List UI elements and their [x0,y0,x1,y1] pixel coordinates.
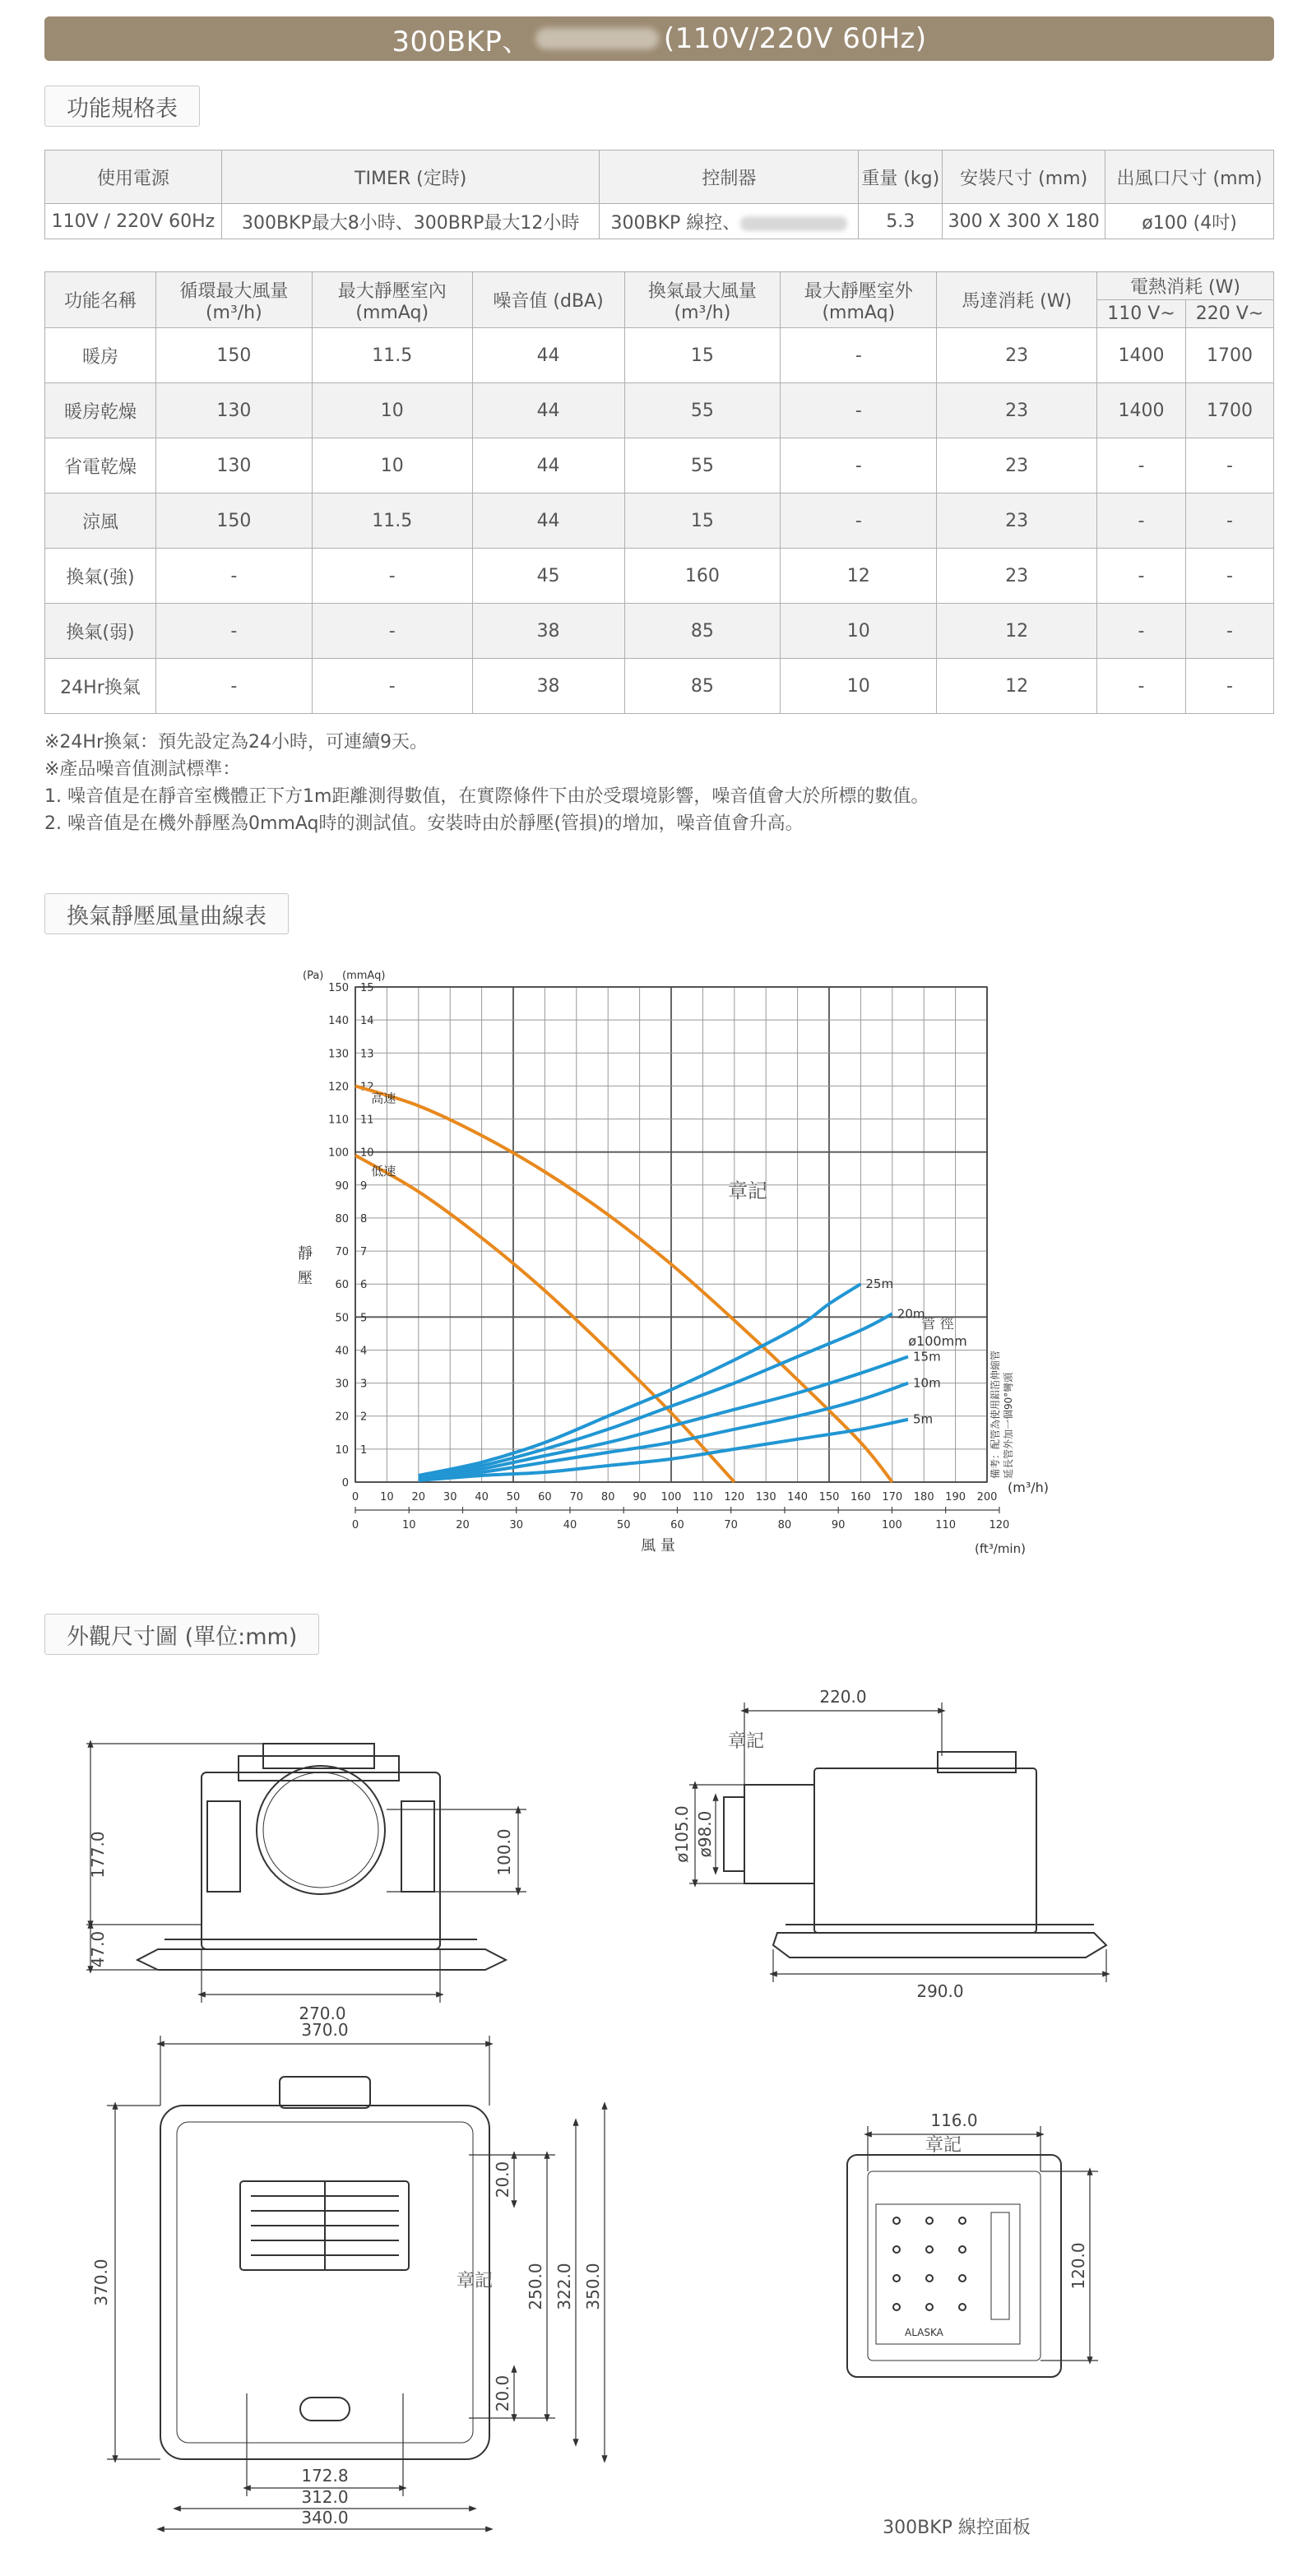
chart-side-note-1: 備考：配管為使用鋁箔伸縮管 [990,1350,1001,1479]
perf-header-circ-press: 最大靜壓室內 (mmAq) [312,272,472,328]
chart-x2-tick: 70 [724,1519,738,1531]
bottom-view-drawing [160,2077,489,2459]
bottom-dim-340: 340.0 [301,2508,349,2527]
table-cell: 85 [624,604,781,659]
table-cell: 暖房 [45,328,156,383]
chart-x-tick: 70 [569,1491,584,1503]
spec-cell-power: 110V / 220V 60Hz [45,204,222,239]
chart-x-tick: 90 [633,1491,647,1503]
control-panel-dims [868,2126,1098,2361]
table-cell: 44 [472,383,624,438]
side-dim-105: ø105.0 [672,1805,692,1863]
spec-cell-outlet-size: ø100 (4吋) [1105,204,1274,239]
chart-pipe-size: ø100mm [908,1333,967,1349]
spec-table [44,150,1274,239]
chart-mmaq-tick: 10 [360,1147,374,1160]
table-cell: - [781,438,937,493]
table-cell: 換氣(強) [45,549,156,604]
chart-x-unit: (m³/h) [1008,1480,1050,1495]
chart-series-label: 15m [913,1349,941,1364]
chart-x-tick: 200 [976,1491,998,1503]
perf-header-110v: 110 V~ [1097,300,1186,328]
product-title-banner [44,16,1274,61]
spec-controller-text: 300BKP 線控、 [610,212,741,234]
table-cell: 160 [624,549,781,604]
table-cell: 1700 [1186,328,1274,383]
chart-y-label-1: 靜 [298,1245,313,1263]
panel-brand: ALASKA [905,2327,943,2338]
chart-pa-tick: 10 [335,1443,349,1457]
chart-x2-tick: 0 [351,1519,359,1531]
chart-x-tick: 150 [818,1491,840,1503]
section-spec-table: 功能規格表 [44,86,200,127]
table-cell: - [1097,549,1186,604]
table-cell: 11.5 [312,328,472,383]
table-row [45,604,1274,659]
chart-pa-tick: 30 [335,1378,349,1391]
table-row [45,659,1274,714]
table-cell: - [781,383,937,438]
side-dim-top: 220.0 [819,1687,867,1707]
table-cell: 15 [624,493,781,549]
chart-x-tick: 50 [506,1491,521,1503]
chart-side-note-2: 延長管外加一個90°彎頭 [1003,1372,1014,1479]
spec-header-install-size: 安裝尺寸 (mm) [943,151,1105,204]
bottom-watermark: 章記 [457,2271,494,2291]
bottom-dim-20b: 20.0 [493,2374,512,2412]
chart-x-tick: 120 [724,1491,745,1503]
performance-table [44,271,1274,714]
table-cell: 暖房乾燥 [45,383,156,438]
chart-x-tick: 30 [443,1491,457,1503]
chart-series-label: 20m [897,1306,925,1322]
chart-x-tick: 140 [787,1491,809,1503]
table-cell: - [1186,549,1274,604]
chart-x2-tick: 110 [935,1519,957,1531]
chart-pa-tick: 130 [328,1048,349,1061]
chart-x-tick: 60 [538,1491,552,1503]
spec-cell-controller [600,204,859,239]
table-cell: 換氣(弱) [45,604,156,659]
chart-mmaq-tick: 5 [360,1312,368,1325]
chart-pa-tick: 120 [328,1081,349,1094]
table-row [45,493,1274,549]
section-dimensions: 外觀尺寸圖 (單位:mm) [44,1614,319,1655]
chart-x-tick: 180 [913,1491,934,1503]
chart-x2-tick: 100 [882,1519,902,1531]
bottom-dim-250: 250.0 [526,2263,545,2310]
chart-mmaq-tick: 11 [360,1114,374,1127]
chart-watermark: 章記 [728,1179,767,1202]
table-row [45,328,1274,383]
side-dim-bottom: 290.0 [916,1981,964,2001]
chart-pipe-label: 管 徑 [921,1316,954,1332]
table-row [45,383,1274,438]
chart-mmaq-tick: 2 [360,1411,368,1424]
chart-x-tick: 160 [850,1491,871,1503]
bottom-dim-20a: 20.0 [493,2161,512,2198]
table-cell: 10 [781,604,937,659]
table-cell: 1400 [1097,383,1186,438]
chart-series-label: 25m [865,1276,894,1292]
chart-mmaq-tick: 13 [360,1048,374,1061]
table-cell: 12 [937,659,1097,714]
panel-caption: 300BKP 線控面板 [883,2518,1031,2538]
spec-header-weight: 重量 (kg) [859,151,943,204]
table-cell: 55 [624,438,781,493]
table-cell: 23 [937,438,1097,493]
chart-mmaq-tick: 3 [360,1378,368,1391]
panel-watermark: 章記 [925,2135,962,2156]
chart-pa-tick: 0 [341,1477,349,1490]
table-cell: 12 [937,604,1097,659]
spec-header-controller: 控制器 [600,151,859,204]
chart-x2-tick: 60 [670,1519,684,1531]
front-dim-panel: 47.0 [88,1930,108,1968]
table-cell: 1400 [1097,328,1186,383]
chart-x-tick: 80 [600,1491,615,1503]
table-cell: 85 [624,659,781,714]
bottom-dim-322: 322.0 [554,2263,574,2310]
chart-x-tick: 170 [882,1491,903,1503]
chart-pa-tick: 90 [335,1179,349,1193]
chart-mmaq-tick: 6 [360,1279,368,1292]
control-panel-drawing [847,2155,1061,2377]
chart-series-label: 10m [913,1375,941,1391]
side-dim-98: ø98.0 [695,1810,715,1858]
table-cell: - [1186,659,1274,714]
front-view-dims [86,1744,526,2003]
spec-cell-weight: 5.3 [859,204,943,239]
table-cell: - [781,328,937,383]
dimension-drawings [0,1678,1307,2576]
table-cell: 10 [312,383,472,438]
table-cell: 130 [155,438,312,493]
perf-header-circ-air: 循環最大風量 (m³/h) [155,272,312,328]
front-dim-height: 177.0 [88,1831,108,1879]
chart-pa-tick: 60 [335,1279,349,1292]
perf-header-heat: 電熱消耗 (W) [1097,272,1274,300]
perf-header-name: 功能名稱 [45,272,156,328]
table-cell: - [1097,659,1186,714]
chart-pa-tick: 20 [335,1411,349,1424]
front-dim-duct: 100.0 [494,1828,514,1876]
table-cell: 44 [472,438,624,493]
table-row [45,438,1274,493]
chart-x2-tick: 90 [831,1519,846,1531]
table-cell: - [1097,604,1186,659]
table-cell: - [1186,438,1274,493]
chart-x-tick: 20 [411,1491,426,1503]
table-cell: 23 [937,493,1097,549]
chart-mmaq-tick: 4 [360,1345,368,1358]
static-pressure-airflow-chart [271,962,1050,1571]
table-cell: - [312,549,472,604]
section-curve: 換氣靜壓風量曲線表 [44,893,289,934]
perf-header-vent-air: 換氣最大風量 (m³/h) [624,272,781,328]
table-cell: 11.5 [312,493,472,549]
chart-x-tick: 130 [755,1491,776,1503]
table-cell: - [312,604,472,659]
table-cell: 23 [937,383,1097,438]
front-view-drawing [137,1744,506,1970]
table-cell: - [312,659,472,714]
note-line: 1. 噪音值是在靜音室機體正下方1m距離測得數值，在實際條件下由於受環境影響，噪音值會大於所標的數值。 [44,786,929,807]
chart-pa-tick: 70 [335,1246,349,1259]
spec-header-timer: TIMER (定時) [221,151,600,204]
table-cell: 省電乾燥 [45,438,156,493]
chart-mmaq-tick: 1 [360,1443,368,1457]
table-cell: - [1186,493,1274,549]
table-cell: 38 [472,604,624,659]
banner-model: 300BKP、 [392,25,531,58]
chart-pa-tick: 40 [335,1345,349,1358]
table-row [45,549,1274,604]
chart-pa-tick: 150 [328,982,349,994]
table-cell: 15 [624,328,781,383]
table-cell: 44 [472,493,624,549]
chart-series-label: 高速 [371,1091,396,1106]
table-cell: 1700 [1186,383,1274,438]
perf-header-220v: 220 V~ [1186,300,1274,328]
perf-header-noise: 噪音值 (dBA) [472,272,624,328]
table-cell: - [1186,604,1274,659]
chart-pa-tick: 100 [328,1147,349,1160]
chart-mmaq-tick: 14 [360,1015,374,1028]
table-cell: 10 [312,438,472,493]
chart-x2-tick: 120 [989,1519,1010,1531]
chart-mmaq-tick: 7 [360,1246,368,1259]
chart-x2-tick: 40 [563,1519,577,1531]
chart-mmaq-unit: (mmAq) [342,970,386,982]
chart-x-label: 風 量 [641,1537,675,1554]
chart-x-tick: 190 [945,1491,966,1503]
chart-x-tick: 0 [351,1491,359,1503]
banner-blurred-model [535,28,659,49]
panel-dim-width: 116.0 [930,2110,978,2130]
table-cell: 23 [937,549,1097,604]
chart-pa-tick: 80 [335,1212,349,1225]
table-cell: - [1097,438,1186,493]
bottom-dim-172: 172.8 [301,2466,349,2486]
chart-x2-unit: (ft³/min) [975,1541,1026,1556]
chart-series-label: 低速 [371,1163,396,1179]
table-cell: 38 [472,659,624,714]
note-line: ※24Hr換氣：預先設定為24小時，可連續9天。 [44,732,429,753]
chart-mmaq-tick: 9 [360,1179,368,1193]
chart-pa-tick: 50 [335,1312,349,1325]
table-cell: 23 [937,328,1097,383]
chart-x2-tick: 50 [616,1519,631,1531]
table-cell: - [781,493,937,549]
chart-mmaq-tick: 8 [360,1212,368,1225]
chart-x2-tick: 10 [401,1519,416,1531]
spec-cell-install-size: 300 X 300 X 180 [943,204,1105,239]
table-cell: 45 [472,549,624,604]
chart-x2-tick: 30 [509,1519,523,1531]
note-line: 2. 噪音值是在機外靜壓為0mmAq時的測試值。安裝時由於靜壓(管損)的增加，噪音值會升高。 [44,813,804,834]
chart-x-tick: 100 [660,1491,682,1503]
table-cell: 130 [155,383,312,438]
perf-header-vent-press: 最大靜壓室外 (mmAq) [781,272,937,328]
table-cell: - [155,549,312,604]
table-cell: 12 [781,549,937,604]
chart-x-tick: 40 [475,1491,489,1503]
chart-y-label-2: 壓 [298,1270,313,1287]
spec-cell-timer: 300BKP最大8小時、300BRP最大12小時 [221,204,600,239]
table-cell: - [155,659,312,714]
bottom-dim-350: 350.0 [583,2263,603,2310]
spec-header-power: 使用電源 [45,151,222,204]
chart-pa-tick: 140 [328,1015,349,1028]
side-view-drawing [724,1752,1106,1957]
chart-pa-unit: (Pa) [303,970,324,982]
table-cell: 150 [155,493,312,549]
side-watermark: 章記 [728,1731,765,1752]
spec-header-outlet-size: 出風口尺寸 (mm) [1105,151,1274,204]
bottom-dim-top: 370.0 [301,2020,349,2040]
table-cell: 150 [155,328,312,383]
panel-dim-height: 120.0 [1068,2242,1088,2290]
table-cell: - [1097,493,1186,549]
spec-controller-blur [740,216,847,231]
table-cell: 10 [781,659,937,714]
perf-header-motor: 馬達消耗 (W) [937,272,1097,328]
notes [44,729,929,837]
table-cell: 24Hr換氣 [45,659,156,714]
chart-x-tick: 10 [380,1491,394,1503]
chart-series-label: 5m [913,1411,934,1427]
chart-x-tick: 110 [692,1491,713,1503]
table-cell: 涼風 [45,493,156,549]
banner-spec: (110V/220V 60Hz) [663,22,927,55]
table-cell: 55 [624,383,781,438]
table-cell: - [155,604,312,659]
bottom-dim-left: 370.0 [91,2259,111,2306]
front-dim-width: 270.0 [299,2004,346,2023]
chart-x2-tick: 80 [777,1519,792,1531]
chart-mmaq-tick: 15 [360,982,374,994]
chart-pa-tick: 110 [328,1114,349,1127]
chart-mmaq-tick: 12 [360,1081,374,1094]
bottom-dim-312: 312.0 [301,2487,349,2507]
chart-x2-tick: 20 [456,1519,470,1531]
table-cell: 44 [472,328,624,383]
note-line: ※產品噪音值測試標準： [44,759,241,780]
